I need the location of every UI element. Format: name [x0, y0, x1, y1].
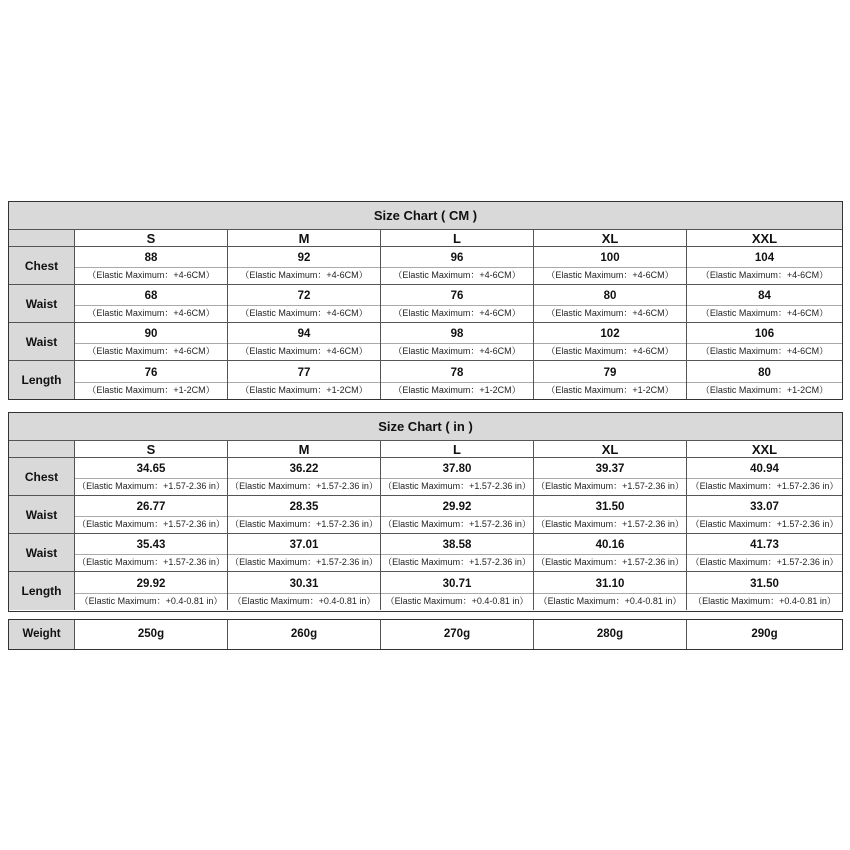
elastic-note: （Elastic Maximum：+1.57-2.36 in） [534, 478, 686, 493]
measurement-row [9, 458, 842, 496]
measurement-value: 31.50 [595, 501, 625, 513]
size-value-cell [534, 496, 687, 534]
size-value-cell [381, 572, 534, 610]
measurement-label: Waist [9, 323, 75, 361]
elastic-note: （Elastic Maximum：+0.4-0.81 in） [534, 593, 686, 608]
size-value-cell [381, 458, 534, 496]
elastic-note: （Elastic Maximum：+1.57-2.36 in） [687, 516, 842, 531]
size-value-cell [228, 572, 381, 610]
weight-row [9, 620, 842, 649]
size-value-cell [687, 572, 842, 610]
measurement-value: 30.31 [289, 577, 319, 590]
size-value-cell [534, 247, 687, 285]
size-header: M [228, 441, 381, 458]
elastic-note: （Elastic Maximum：+4-6CM） [381, 343, 533, 358]
measurement-value: 106 [754, 328, 775, 340]
elastic-note: （Elastic Maximum：+4-6CM） [75, 305, 227, 320]
measurement-value: 90 [144, 328, 158, 340]
weight-value: 290g [751, 628, 778, 640]
measurement-value: 80 [758, 366, 771, 379]
size-value-cell [75, 285, 228, 323]
elastic-note: （Elastic Maximum：+4-6CM） [228, 305, 380, 320]
header-corner [9, 230, 75, 247]
measurement-label: Waist [9, 496, 75, 534]
elastic-note: （Elastic Maximum：+1.57-2.36 in） [687, 478, 842, 493]
measurement-value: 72 [297, 290, 311, 302]
size-value-cell [381, 323, 534, 361]
elastic-note: （Elastic Maximum：+1.57-2.36 in） [75, 478, 227, 493]
elastic-note: （Elastic Maximum：+0.4-0.81 in） [228, 593, 380, 608]
elastic-note: （Elastic Maximum：+4-6CM） [534, 267, 686, 282]
measurement-value: 39.37 [595, 463, 625, 475]
size-value-cell [228, 458, 381, 496]
elastic-note: （Elastic Maximum：+4-6CM） [687, 305, 842, 320]
measurement-value: 41.73 [750, 539, 779, 551]
measurement-value: 35.43 [136, 539, 166, 551]
measurement-value: 31.50 [750, 577, 779, 590]
size-header-row [9, 441, 842, 458]
weight-value: 250g [75, 620, 228, 649]
size-header: S [75, 441, 228, 458]
size-value-cell [75, 323, 228, 361]
measurement-value: 98 [450, 328, 464, 340]
measurement-value: 33.07 [750, 501, 779, 513]
elastic-note: （Elastic Maximum：+4-6CM） [228, 267, 380, 282]
size-value-cell [228, 534, 381, 572]
size-value-cell [687, 496, 842, 534]
elastic-note: （Elastic Maximum：+1.57-2.36 in） [228, 516, 380, 531]
elastic-note: （Elastic Maximum：+1-2CM） [381, 382, 533, 397]
size-header: L [381, 230, 534, 247]
measurement-value: 104 [754, 252, 775, 264]
measurement-value: 84 [758, 290, 771, 302]
measurement-value: 76 [144, 366, 158, 379]
size-value-cell [687, 534, 842, 572]
size-value-cell [381, 247, 534, 285]
measurement-row [9, 323, 842, 361]
size-chart-in [8, 412, 843, 612]
size-value-cell [381, 496, 534, 534]
size-value-cell [228, 285, 381, 323]
measurement-value: 30.71 [442, 577, 472, 590]
size-value-cell [687, 323, 842, 361]
weight-value: 260g [228, 620, 381, 649]
measurement-value: 28.35 [289, 501, 319, 513]
measurement-value: 29.92 [442, 501, 472, 513]
size-header: XL [534, 441, 687, 458]
size-header-row [9, 230, 842, 247]
size-value-cell [75, 458, 228, 496]
elastic-note: （Elastic Maximum：+4-6CM） [75, 343, 227, 358]
size-value-cell [381, 285, 534, 323]
elastic-note: （Elastic Maximum：+0.4-0.81 in） [687, 593, 842, 608]
measurement-value: 26.77 [136, 501, 166, 513]
elastic-note: （Elastic Maximum：+0.4-0.81 in） [75, 593, 227, 608]
elastic-note: （Elastic Maximum：+1-2CM） [687, 382, 842, 397]
size-value-cell [687, 247, 842, 285]
size-value-cell [228, 247, 381, 285]
measurement-value: 78 [450, 366, 464, 379]
measurement-value: 80 [603, 290, 617, 302]
size-value-cell [381, 361, 534, 399]
size-header: XXL [687, 230, 842, 247]
measurement-label: Waist [9, 534, 75, 572]
size-value-cell [75, 496, 228, 534]
measurement-value: 100 [600, 252, 620, 264]
size-header: L [381, 441, 534, 458]
size-value-cell [75, 247, 228, 285]
size-value-cell [75, 534, 228, 572]
elastic-note: （Elastic Maximum：+1-2CM） [534, 382, 686, 397]
size-value-cell [228, 323, 381, 361]
measurement-value: 38.58 [442, 539, 472, 551]
measurement-value: 88 [144, 252, 158, 264]
elastic-note: （Elastic Maximum：+4-6CM） [534, 305, 686, 320]
size-value-cell [381, 534, 534, 572]
size-value-cell [534, 534, 687, 572]
size-value-cell [75, 572, 228, 610]
size-header: S [75, 230, 228, 247]
measurement-value: 94 [297, 328, 311, 340]
measurement-value: 36.22 [289, 463, 319, 475]
elastic-note: （Elastic Maximum：+1.57-2.36 in） [534, 516, 686, 531]
elastic-note: （Elastic Maximum：+1.57-2.36 in） [381, 478, 533, 493]
size-value-cell [228, 361, 381, 399]
elastic-note: （Elastic Maximum：+4-6CM） [75, 267, 227, 282]
size-value-cell [228, 496, 381, 534]
header-corner [9, 441, 75, 458]
measurement-value: 37.80 [442, 463, 472, 475]
measurement-row [9, 361, 842, 399]
measurement-row [9, 285, 842, 323]
measurement-value: 40.94 [750, 463, 779, 475]
size-chart-cm [8, 201, 843, 400]
size-header: XXL [687, 441, 842, 458]
elastic-note: （Elastic Maximum：+4-6CM） [228, 343, 380, 358]
measurement-value: 40.16 [595, 539, 625, 551]
measurement-row [9, 247, 842, 285]
measurement-label: Waist [9, 285, 75, 323]
measurement-value: 79 [603, 366, 617, 379]
measurement-row [9, 496, 842, 534]
elastic-note: （Elastic Maximum：+4-6CM） [381, 305, 533, 320]
weight-value: 270g [381, 620, 534, 649]
size-value-cell [534, 361, 687, 399]
elastic-note: （Elastic Maximum：+1.57-2.36 in） [75, 554, 227, 569]
elastic-note: （Elastic Maximum：+4-6CM） [687, 267, 842, 282]
weight-chart [8, 619, 843, 650]
elastic-note: （Elastic Maximum：+1.57-2.36 in） [687, 554, 842, 569]
elastic-note: （Elastic Maximum：+1.57-2.36 in） [75, 516, 227, 531]
elastic-note: （Elastic Maximum：+1.57-2.36 in） [381, 516, 533, 531]
measurement-row [9, 534, 842, 572]
elastic-note: （Elastic Maximum：+1.57-2.36 in） [381, 554, 533, 569]
elastic-note: （Elastic Maximum：+1.57-2.36 in） [228, 478, 380, 493]
elastic-note: （Elastic Maximum：+1-2CM） [75, 382, 227, 397]
elastic-note: （Elastic Maximum：+1.57-2.36 in） [534, 554, 686, 569]
measurement-row [9, 572, 842, 610]
measurement-value: 102 [600, 328, 620, 340]
elastic-note: （Elastic Maximum：+4-6CM） [381, 267, 533, 282]
size-header: XL [534, 230, 687, 247]
measurement-value: 29.92 [136, 577, 166, 590]
size-value-cell [687, 285, 842, 323]
measurement-value: 77 [297, 366, 311, 379]
measurement-label: Chest [9, 458, 75, 496]
size-value-cell [687, 361, 842, 399]
elastic-note: （Elastic Maximum：+1.57-2.36 in） [228, 554, 380, 569]
elastic-note: （Elastic Maximum：+1-2CM） [228, 382, 380, 397]
weight-label: Weight [9, 620, 75, 649]
chart-title: Size Chart ( CM ) [9, 202, 842, 230]
weight-value: 280g [534, 620, 687, 649]
measurement-value: 68 [144, 290, 158, 302]
elastic-note: （Elastic Maximum：+0.4-0.81 in） [381, 593, 533, 608]
size-value-cell [75, 361, 228, 399]
measurement-label: Length [9, 361, 75, 399]
elastic-note: （Elastic Maximum：+4-6CM） [687, 343, 842, 358]
measurement-value: 76 [450, 290, 464, 302]
size-value-cell [534, 572, 687, 610]
size-value-cell [534, 323, 687, 361]
measurement-value: 34.65 [136, 463, 166, 475]
elastic-note: （Elastic Maximum：+4-6CM） [534, 343, 686, 358]
measurement-label: Length [9, 572, 75, 610]
measurement-value: 37.01 [289, 539, 319, 551]
measurement-value: 31.10 [595, 577, 625, 590]
measurement-value: 92 [297, 252, 311, 264]
size-value-cell [534, 458, 687, 496]
size-header: M [228, 230, 381, 247]
chart-title: Size Chart ( in ) [9, 413, 842, 441]
measurement-value: 96 [450, 252, 464, 264]
measurement-label: Chest [9, 247, 75, 285]
size-value-cell [687, 458, 842, 496]
size-value-cell [534, 285, 687, 323]
